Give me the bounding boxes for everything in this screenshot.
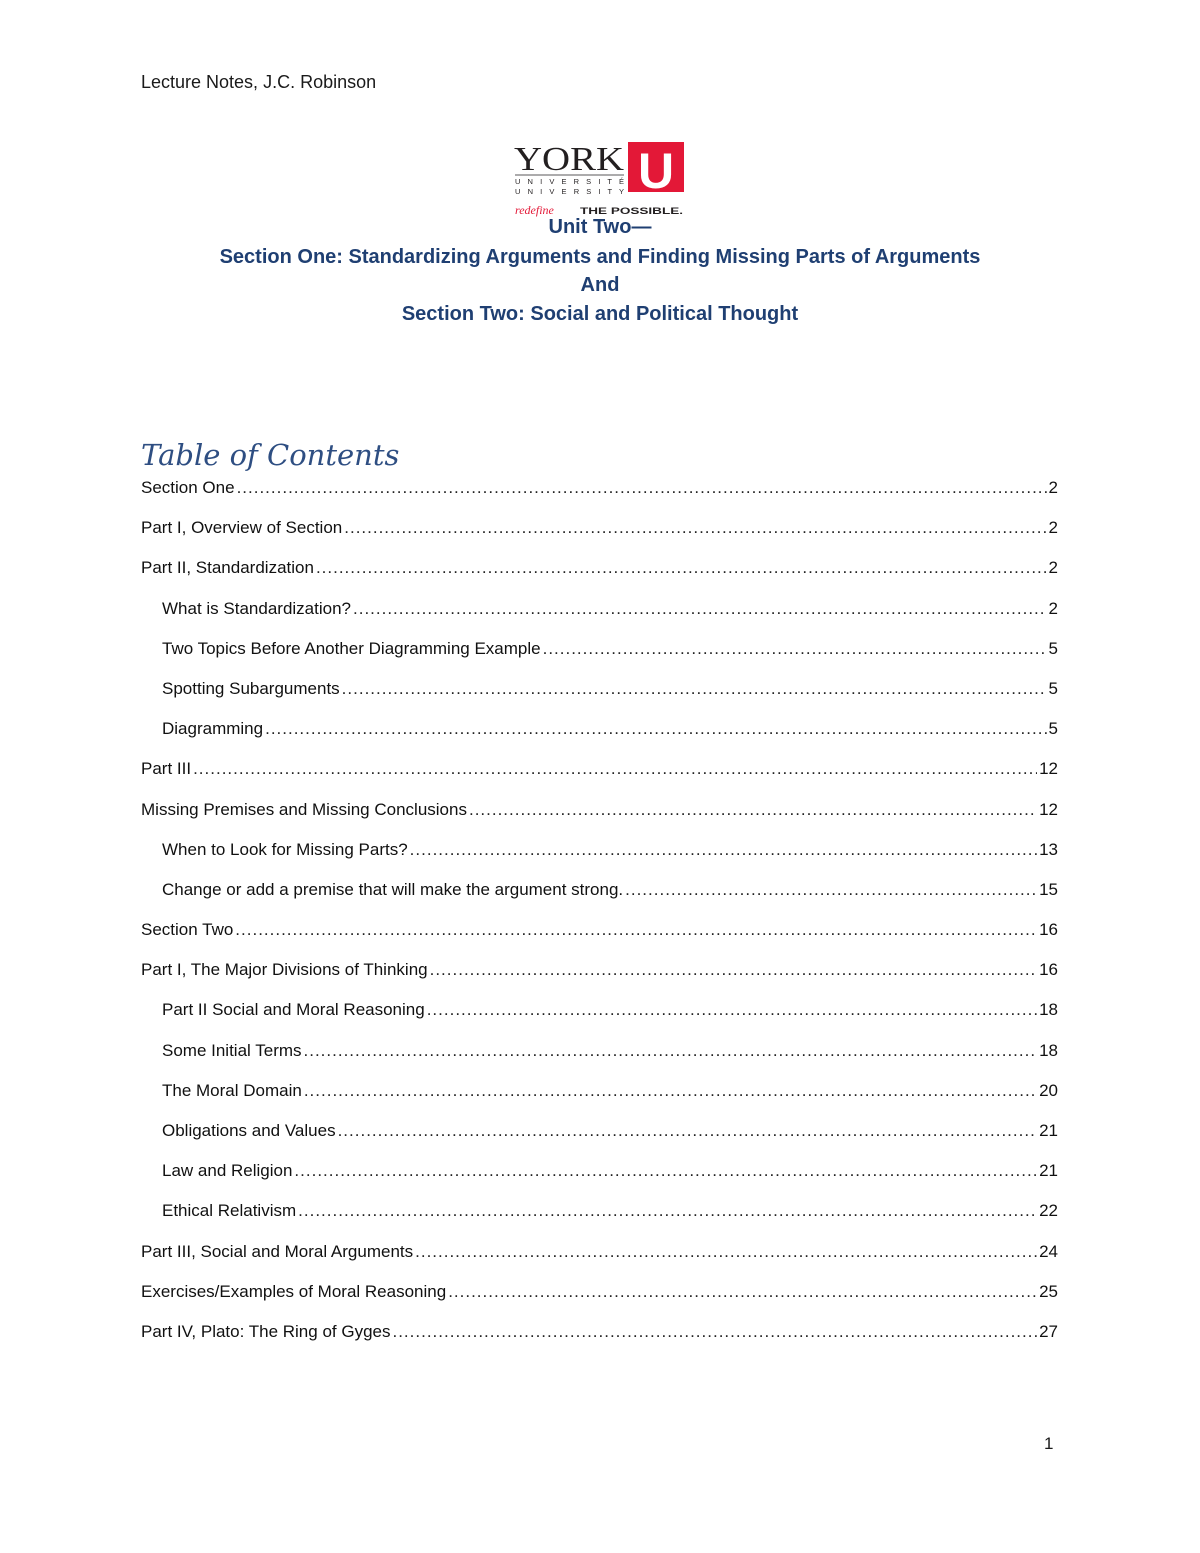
toc-leader-dots (237, 478, 1047, 498)
toc-leader-dots (448, 1282, 1037, 1302)
toc-entry[interactable] (141, 1242, 1058, 1282)
logo-tagline-script: redefine (515, 203, 554, 217)
toc-entry[interactable] (141, 880, 1058, 920)
toc-leader-dots (298, 1201, 1037, 1221)
toc-entry-page: 21 (1039, 1161, 1058, 1181)
toc-entry[interactable] (141, 599, 1058, 639)
title-unit: Unit Two— (548, 216, 652, 238)
toc-leader-dots (415, 1242, 1037, 1262)
toc-entry-label: Ethical Relativism (162, 1201, 297, 1221)
toc-leader-dots (265, 719, 1046, 739)
toc-entry[interactable] (141, 518, 1058, 558)
toc-entry-page: 18 (1039, 1000, 1058, 1020)
toc-leader-dots (304, 1041, 1038, 1061)
toc-entry-label: Law and Religion (162, 1161, 293, 1181)
toc-leader-dots (316, 558, 1047, 578)
toc-entry[interactable] (141, 639, 1058, 679)
toc-entry[interactable] (141, 759, 1058, 799)
toc-entry[interactable] (141, 1121, 1058, 1161)
toc-entry-page: 27 (1039, 1321, 1058, 1341)
logo-english-line: U N I V E R S I T Y (515, 187, 624, 196)
toc-entry[interactable] (141, 920, 1058, 960)
toc-leader-dots (469, 800, 1037, 820)
toc-entry[interactable] (141, 1081, 1058, 1121)
toc-entry-label: Part III (141, 759, 192, 779)
toc-entry-label: Two Topics Before Another Diagramming Example (162, 638, 541, 658)
toc-entry-label: Part I, Overview of Section (141, 518, 343, 538)
toc-entry-page: 21 (1039, 1121, 1058, 1140)
toc-leader-dots (353, 599, 1047, 619)
toc-entry[interactable] (141, 478, 1058, 518)
toc-leader-dots (410, 840, 1037, 860)
toc-entry-label: Spotting Subarguments (162, 678, 340, 698)
toc-entry-page: 25 (1039, 1281, 1058, 1301)
toc-leader-dots (625, 880, 1037, 900)
title-and: And (580, 274, 620, 296)
toc-entry-label: Part II, Standardization (141, 558, 314, 578)
logo-tagline-caps: THE POSSIBLE. (580, 206, 683, 217)
toc-entry-page: 2 (1048, 518, 1058, 538)
toc-leader-dots (427, 1000, 1037, 1020)
toc-entry[interactable] (141, 679, 1058, 719)
toc-entry-page: 12 (1039, 799, 1058, 819)
toc-leader-dots (193, 759, 1037, 779)
logo-u-letter: U (637, 143, 675, 199)
toc-entry-page: 24 (1039, 1241, 1058, 1261)
toc-entry[interactable] (141, 840, 1058, 880)
toc-entry-label: The Moral Domain (162, 1080, 302, 1100)
toc-entry-label: Part IV, Plato: The Ring of Gyges (141, 1321, 391, 1341)
toc-leader-dots (294, 1161, 1037, 1181)
toc-entry-label: What is Standardization? (162, 598, 351, 618)
toc-leader-dots (344, 518, 1046, 538)
toc-entry-label: Part III, Social and Moral Arguments (141, 1241, 414, 1261)
title-section-one: Section One: Standardizing Arguments and Finding Missing Parts of Arguments (219, 246, 981, 268)
toc-entry-page: 15 (1039, 879, 1058, 899)
toc-entry-label: Section Two (141, 920, 234, 940)
toc-entry-page: 16 (1039, 960, 1058, 980)
toc-entry[interactable] (141, 960, 1058, 1000)
toc-entry-label: Part II Social and Moral Reasoning (162, 1000, 425, 1020)
toc-entry-page: 5 (1048, 678, 1058, 698)
toc-entry-label: Missing Premises and Missing Conclusions (141, 799, 467, 819)
toc-entry-page: 5 (1048, 719, 1058, 739)
toc-leader-dots (235, 920, 1037, 940)
toc-leader-dots (430, 960, 1037, 980)
page-number: 1 (1044, 1434, 1054, 1453)
toc-entry[interactable] (141, 1000, 1058, 1040)
toc-entry[interactable] (141, 800, 1058, 840)
logo-french-line: U N I V E R S I T É (515, 177, 624, 186)
toc-entry[interactable] (141, 558, 1058, 598)
york-university-logo (514, 140, 689, 218)
toc-entry-label: Obligations and Values (162, 1121, 336, 1140)
toc-entry-page: 16 (1039, 920, 1058, 940)
toc-entry-page: 5 (1048, 638, 1058, 658)
toc-entry-page: 13 (1039, 839, 1058, 859)
toc-entry-page: 2 (1048, 598, 1058, 618)
toc-entry[interactable] (141, 1322, 1058, 1362)
toc-entry-label: Part I, The Major Divisions of Thinking (141, 960, 428, 980)
toc-entry-label: Change or add a premise that will make the argument strong. (162, 879, 624, 899)
toc-entry-page: 2 (1048, 558, 1058, 578)
toc-entry-page: 2 (1048, 478, 1058, 497)
toc-entry-label: Exercises/Examples of Moral Reasoning (141, 1281, 447, 1301)
table-of-contents (141, 478, 1058, 1362)
title-section-two: Section Two: Social and Political Thought (401, 303, 799, 325)
toc-entry-label: Diagramming (162, 719, 264, 739)
toc-leader-dots (342, 679, 1047, 699)
toc-entry-label: Section One (141, 478, 235, 497)
running-head: Lecture Notes, J.C. Robinson (141, 72, 377, 92)
toc-entry-page: 22 (1039, 1201, 1058, 1221)
toc-entry-page: 20 (1039, 1080, 1058, 1100)
toc-entry[interactable] (141, 1041, 1058, 1081)
toc-entry[interactable] (141, 1161, 1058, 1201)
toc-heading: Table of Contents (141, 438, 400, 472)
toc-leader-dots (392, 1322, 1037, 1342)
toc-entry-label: Some Initial Terms (162, 1040, 302, 1060)
logo-wordmark: YORK (514, 141, 625, 178)
toc-entry-page: 12 (1039, 759, 1058, 779)
toc-entry[interactable] (141, 1201, 1058, 1241)
toc-entry-label: When to Look for Missing Parts? (162, 839, 408, 859)
toc-leader-dots (338, 1121, 1038, 1141)
toc-entry[interactable] (141, 719, 1058, 759)
toc-leader-dots (543, 639, 1047, 659)
toc-entry[interactable] (141, 1282, 1058, 1322)
toc-leader-dots (304, 1081, 1037, 1101)
toc-entry-page: 18 (1039, 1040, 1058, 1060)
